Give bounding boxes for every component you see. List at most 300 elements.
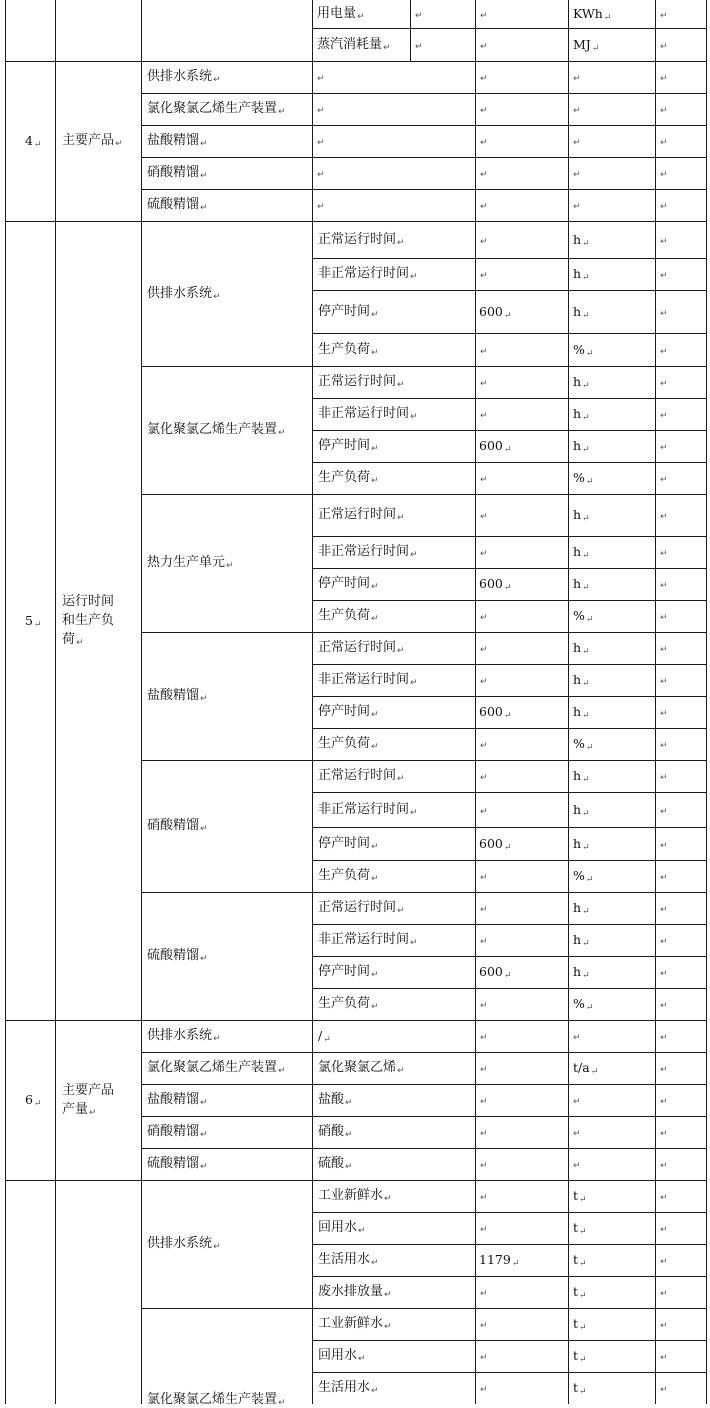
water-unit-symbol: t↵: [573, 1348, 587, 1365]
row-rule: [5, 61, 707, 62]
paragraph-mark: ↵: [480, 74, 488, 84]
row-rule: [141, 93, 707, 94]
energy-unit-label: MJ↵: [573, 37, 600, 54]
paragraph-mark: ↵: [660, 1321, 668, 1331]
paragraph-mark: ↵: [480, 271, 488, 281]
operating-unit-symbol: h↵: [573, 374, 590, 391]
paragraph-mark: ↵: [480, 512, 488, 522]
paragraph-mark: ↵: [480, 1193, 488, 1203]
paragraph-mark: ↵: [200, 1098, 208, 1108]
operating-item-label: 生产负荷↵: [318, 996, 379, 1012]
paragraph-mark: ↵: [371, 874, 379, 884]
paragraph-mark: ↵: [585, 349, 594, 359]
paragraph-mark: ↵: [480, 1001, 488, 1011]
paragraph-mark: ↵: [660, 379, 668, 389]
paragraph-mark: ↵: [480, 773, 488, 783]
paragraph-mark: ↵: [480, 170, 488, 180]
paragraph-mark: ↵: [371, 444, 379, 454]
paragraph-mark: ↵: [503, 711, 512, 721]
product-name: 氯化聚氯乙烯↵: [318, 1060, 405, 1076]
paragraph-mark: ↵: [200, 1130, 208, 1140]
paragraph-mark: ↵: [200, 954, 208, 964]
water-item-label: 工业新鲜水↵: [318, 1316, 392, 1332]
paragraph-mark: ↵: [582, 971, 590, 981]
paragraph-mark: ↵: [660, 170, 668, 180]
operating-item-label: 停产时间↵: [318, 438, 379, 454]
operating-item-label: 正常运行时间↵: [318, 507, 405, 523]
paragraph-mark: ↵: [660, 1001, 668, 1011]
operating-item-label: 生产负荷↵: [318, 470, 379, 486]
paragraph-mark: ↵: [213, 75, 221, 85]
paragraph-mark: ↵: [213, 1242, 221, 1252]
paragraph-mark: ↵: [511, 1259, 520, 1269]
paragraph-mark: ↵: [582, 381, 590, 391]
water-unit-label: 供排水系统↵: [147, 1236, 221, 1252]
paragraph-mark: ↵: [371, 310, 379, 320]
paragraph-mark: ↵: [660, 271, 668, 281]
operating-unit-symbol: h↵: [573, 802, 590, 819]
paragraph-mark: ↵: [660, 443, 668, 453]
column-rule: [475, 0, 476, 1404]
operating-unit-label: 硫酸精馏↵: [147, 948, 208, 964]
paragraph-mark: ↵: [582, 647, 590, 657]
paragraph-mark: ↵: [660, 11, 668, 21]
paragraph-mark: ↵: [660, 42, 668, 52]
row-rule: [312, 1340, 707, 1341]
paragraph-mark: ↵: [480, 1385, 488, 1395]
paragraph-mark: ↵: [480, 475, 488, 485]
paragraph-mark: ↵: [358, 1354, 366, 1364]
row-rule: [312, 664, 707, 665]
row-rule: [312, 600, 707, 601]
paragraph-mark: ↵: [660, 1257, 668, 1267]
paragraph-mark: ↵: [660, 106, 668, 116]
output-unit-label: 供排水系统↵: [147, 1028, 221, 1044]
row-rule: [141, 157, 707, 158]
paragraph-mark: ↵: [660, 512, 668, 522]
row-rule: [312, 696, 707, 697]
operating-unit-symbol: h↵: [573, 768, 590, 785]
paragraph-mark: ↵: [480, 1289, 488, 1299]
operating-unit-label: 热力生产单元↵: [147, 555, 234, 571]
section-title: 主要产品↵: [62, 133, 123, 149]
water-item-label: 生活用水↵: [318, 1252, 379, 1268]
row-rule: [312, 728, 707, 729]
energy-item-label: 用电量↵: [317, 6, 365, 22]
paragraph-mark: ↵: [480, 1097, 488, 1107]
paragraph-mark: ↵: [371, 1002, 379, 1012]
paragraph-mark: ↵: [582, 311, 590, 321]
paragraph-mark: ↵: [660, 475, 668, 485]
operating-item-label: 正常运行时间↵: [318, 900, 405, 916]
row-rule: [312, 398, 707, 399]
paragraph-mark: ↵: [323, 1035, 331, 1045]
paragraph-mark: ↵: [200, 139, 208, 149]
paragraph-mark: ↵: [660, 347, 668, 357]
paragraph-mark: ↵: [660, 549, 668, 559]
operating-unit-symbol: %↵: [573, 342, 594, 359]
paragraph-mark: ↵: [582, 809, 590, 819]
paragraph-mark: ↵: [371, 614, 379, 624]
paragraph-mark: ↵: [660, 613, 668, 623]
paragraph-mark: ↵: [384, 1194, 392, 1204]
paragraph-mark: ↵: [200, 1162, 208, 1172]
paragraph-mark: ↵: [397, 646, 405, 656]
operating-unit-symbol: %↵: [573, 996, 594, 1013]
paragraph-mark: ↵: [480, 11, 488, 21]
paragraph-mark: ↵: [660, 1385, 668, 1395]
row-rule: [141, 1084, 707, 1085]
paragraph-mark: ↵: [480, 1353, 488, 1363]
product-name: 硝酸↵: [318, 1124, 353, 1140]
paragraph-mark: ↵: [660, 709, 668, 719]
row-rule: [141, 892, 707, 893]
paragraph-mark: ↵: [480, 42, 488, 52]
row-rule: [5, 1020, 707, 1021]
paragraph-mark: ↵: [582, 939, 590, 949]
paragraph-mark: ↵: [317, 170, 325, 180]
operating-item-label: 生产负荷↵: [318, 736, 379, 752]
paragraph-mark: ↵: [278, 428, 286, 438]
paragraph-mark: ↵: [371, 710, 379, 720]
water-item-label: 回用水↵: [318, 1220, 366, 1236]
water-item-label: 废水排放量↵: [318, 1284, 392, 1300]
paragraph-mark: ↵: [317, 106, 325, 116]
paragraph-mark: ↵: [582, 445, 590, 455]
operating-item-label: 停产时间↵: [318, 704, 379, 720]
row-rule: [312, 1212, 707, 1213]
paragraph-mark: ↵: [582, 551, 590, 561]
row-rule: [141, 189, 707, 190]
output-unit-label: 硝酸精馏↵: [147, 1124, 208, 1140]
paragraph-mark: ↵: [89, 1108, 97, 1118]
column-rule: [706, 0, 707, 1404]
paragraph-mark: ↵: [397, 513, 405, 523]
section-number: 6↵: [25, 1092, 42, 1109]
paragraph-mark: ↵: [200, 694, 208, 704]
operating-unit-label: 供排水系统↵: [147, 286, 221, 302]
paragraph-mark: ↵: [579, 1227, 587, 1237]
paragraph-mark: ↵: [573, 106, 581, 116]
row-rule: [5, 221, 707, 222]
paragraph-mark: ↵: [480, 202, 488, 212]
row-rule: [312, 28, 707, 29]
product-unit-label: 氯化聚氯乙烯生产装置↵: [147, 101, 286, 117]
paragraph-mark: ↵: [410, 412, 418, 422]
operating-item-label: 生产负荷↵: [318, 608, 379, 624]
paragraph-mark: ↵: [582, 775, 590, 785]
row-rule: [312, 988, 707, 989]
paragraph-mark: ↵: [503, 311, 512, 321]
paragraph-mark: ↵: [660, 741, 668, 751]
paragraph-mark: ↵: [660, 1289, 668, 1299]
water-unit-symbol: t↵: [573, 1220, 587, 1237]
paragraph-mark: ↵: [585, 743, 594, 753]
paragraph-mark: ↵: [573, 1097, 581, 1107]
paragraph-mark: ↵: [384, 1322, 392, 1332]
paragraph-mark: ↵: [480, 1321, 488, 1331]
paragraph-mark: ↵: [345, 1098, 353, 1108]
paragraph-mark: ↵: [480, 873, 488, 883]
operating-unit-symbol: h↵: [573, 507, 590, 524]
operating-unit-symbol: h↵: [573, 438, 590, 455]
row-rule: [312, 568, 707, 569]
paragraph-mark: ↵: [503, 971, 512, 981]
column-rule: [55, 0, 56, 1404]
paragraph-mark: ↵: [480, 1065, 488, 1075]
row-rule: [312, 956, 707, 957]
row-rule: [312, 1372, 707, 1373]
operating-unit-label: 盐酸精馏↵: [147, 688, 208, 704]
paragraph-mark: ↵: [660, 937, 668, 947]
row-rule: [312, 462, 707, 463]
column-rule: [655, 0, 656, 1404]
paragraph-mark: ↵: [660, 581, 668, 591]
paragraph-mark: ↵: [660, 1097, 668, 1107]
paragraph-mark: ↵: [503, 843, 512, 853]
paragraph-mark: ↵: [33, 1099, 42, 1109]
paragraph-mark: ↵: [410, 938, 418, 948]
paragraph-mark: ↵: [603, 13, 612, 23]
paragraph-mark: ↵: [371, 1386, 379, 1396]
operating-item-label: 非正常运行时间↵: [318, 406, 418, 422]
operating-item-label: 停产时间↵: [318, 964, 379, 980]
paragraph-mark: ↵: [660, 1225, 668, 1235]
paragraph-mark: ↵: [410, 808, 418, 818]
paragraph-mark: ↵: [371, 476, 379, 486]
paragraph-mark: ↵: [200, 171, 208, 181]
row-rule: [141, 1308, 707, 1309]
paragraph-mark: ↵: [579, 1323, 587, 1333]
paragraph-mark: ↵: [582, 711, 590, 721]
paragraph-mark: ↵: [371, 842, 379, 852]
paragraph-mark: ↵: [415, 42, 423, 52]
column-rule: [410, 0, 411, 62]
paragraph-mark: ↵: [480, 549, 488, 559]
operating-unit-label: 氯化聚氯乙烯生产装置↵: [147, 422, 286, 438]
paragraph-mark: ↵: [590, 1067, 599, 1077]
output-unit-label: 氯化聚氯乙烯生产装置↵: [147, 1060, 286, 1076]
paragraph-mark: ↵: [660, 138, 668, 148]
paragraph-mark: ↵: [480, 905, 488, 915]
paragraph-mark: ↵: [480, 1161, 488, 1171]
operating-unit-symbol: h↵: [573, 304, 590, 321]
operating-unit-symbol: h↵: [573, 964, 590, 981]
paragraph-mark: ↵: [660, 969, 668, 979]
output-unit-symbol: t/a↵: [573, 1060, 599, 1077]
paragraph-mark: ↵: [317, 138, 325, 148]
row-rule: [141, 1116, 707, 1117]
operating-unit-symbol: %↵: [573, 470, 594, 487]
operating-unit-symbol: %↵: [573, 608, 594, 625]
paragraph-mark: ↵: [503, 583, 512, 593]
paragraph-mark: ↵: [371, 742, 379, 752]
paragraph-mark: ↵: [213, 1034, 221, 1044]
paragraph-mark: ↵: [371, 348, 379, 358]
stop-hours-value: 600↵: [479, 576, 512, 593]
paragraph-mark: ↵: [582, 239, 590, 249]
paragraph-mark: ↵: [660, 1065, 668, 1075]
operating-unit-symbol: h↵: [573, 900, 590, 917]
paragraph-mark: ↵: [371, 582, 379, 592]
paragraph-mark: ↵: [585, 615, 594, 625]
row-rule: [141, 125, 707, 126]
paragraph-mark: ↵: [115, 139, 123, 149]
operating-unit-label: 硝酸精馏↵: [147, 818, 208, 834]
operating-unit-symbol: h↵: [573, 544, 590, 561]
paragraph-mark: ↵: [660, 74, 668, 84]
row-rule: [141, 632, 707, 633]
operating-unit-symbol: h↵: [573, 836, 590, 853]
section-number: 5↵: [25, 613, 42, 630]
operating-unit-symbol: h↵: [573, 576, 590, 593]
water-unit-symbol: t↵: [573, 1284, 587, 1301]
row-rule: [312, 1276, 707, 1277]
row-rule: [312, 860, 707, 861]
operating-unit-symbol: h↵: [573, 266, 590, 283]
output-unit-label: 盐酸精馏↵: [147, 1092, 208, 1108]
row-rule: [312, 333, 707, 334]
operating-item-label: 非正常运行时间↵: [318, 544, 418, 560]
paragraph-mark: ↵: [480, 237, 488, 247]
paragraph-mark: ↵: [582, 843, 590, 853]
operating-item-label: 正常运行时间↵: [318, 232, 405, 248]
row-rule: [312, 290, 707, 291]
paragraph-mark: ↵: [213, 292, 221, 302]
paragraph-mark: ↵: [397, 774, 405, 784]
paragraph-mark: ↵: [200, 203, 208, 213]
product-name: 硫酸↵: [318, 1156, 353, 1172]
paragraph-mark: ↵: [582, 583, 590, 593]
paragraph-mark: ↵: [660, 1033, 668, 1043]
operating-item-label: 非正常运行时间↵: [318, 266, 418, 282]
paragraph-mark: ↵: [33, 620, 42, 630]
paragraph-mark: ↵: [579, 1195, 587, 1205]
paragraph-mark: ↵: [579, 1387, 587, 1397]
water-unit-label: 氯化聚氯乙烯生产装置↵: [147, 1392, 286, 1408]
paragraph-mark: ↵: [480, 347, 488, 357]
row-rule: [141, 1148, 707, 1149]
paragraph-mark: ↵: [480, 1129, 488, 1139]
row-rule: [312, 827, 707, 828]
paragraph-mark: ↵: [278, 1398, 286, 1408]
paragraph-mark: ↵: [480, 106, 488, 116]
energy-unit-label: KWh↵: [573, 6, 612, 23]
paragraph-mark: ↵: [660, 807, 668, 817]
row-rule: [141, 1052, 707, 1053]
row-rule: [141, 760, 707, 761]
column-rule: [568, 0, 569, 1404]
paragraph-mark: ↵: [660, 202, 668, 212]
output-unit-label: 硫酸精馏↵: [147, 1156, 208, 1172]
paragraph-mark: ↵: [480, 1225, 488, 1235]
operating-item-label: 非正常运行时间↵: [318, 802, 418, 818]
section-title: 运行时间和生产负荷↵: [62, 594, 115, 648]
operating-item-label: 停产时间↵: [318, 304, 379, 320]
column-rule: [312, 0, 313, 1404]
water-unit-symbol: t↵: [573, 1188, 587, 1205]
paragraph-mark: ↵: [345, 1162, 353, 1172]
paragraph-mark: ↵: [573, 74, 581, 84]
paragraph-mark: ↵: [585, 477, 594, 487]
paragraph-mark: ↵: [660, 905, 668, 915]
paragraph-mark: ↵: [410, 678, 418, 688]
operating-unit-symbol: h↵: [573, 640, 590, 657]
section-number: 4↵: [25, 133, 42, 150]
paragraph-mark: ↵: [573, 170, 581, 180]
paragraph-mark: ↵: [76, 638, 84, 648]
water-item-label: 回用水↵: [318, 1348, 366, 1364]
paragraph-mark: ↵: [317, 202, 325, 212]
operating-unit-symbol: %↵: [573, 736, 594, 753]
paragraph-mark: ↵: [480, 379, 488, 389]
paragraph-mark: ↵: [573, 1033, 581, 1043]
water-item-label: 工业新鲜水↵: [318, 1188, 392, 1204]
paragraph-mark: ↵: [480, 937, 488, 947]
paragraph-mark: ↵: [585, 875, 594, 885]
paragraph-mark: ↵: [480, 613, 488, 623]
product-unit-label: 硝酸精馏↵: [147, 165, 208, 181]
product-name: /↵: [318, 1028, 331, 1045]
operating-item-label: 非正常运行时间↵: [318, 932, 418, 948]
operating-unit-symbol: %↵: [573, 868, 594, 885]
stop-hours-value: 600↵: [479, 304, 512, 321]
row-rule: [312, 258, 707, 259]
paragraph-mark: ↵: [582, 514, 590, 524]
paragraph-mark: ↵: [579, 1259, 587, 1269]
operating-item-label: 正常运行时间↵: [318, 374, 405, 390]
row-rule: [5, 1180, 707, 1181]
paragraph-mark: ↵: [480, 807, 488, 817]
stop-hours-value: 600↵: [479, 964, 512, 981]
water-unit-symbol: t↵: [573, 1316, 587, 1333]
paragraph-mark: ↵: [579, 1355, 587, 1365]
paragraph-mark: ↵: [357, 12, 365, 22]
paragraph-mark: ↵: [200, 824, 208, 834]
paragraph-mark: ↵: [278, 107, 286, 117]
paragraph-mark: ↵: [397, 1066, 405, 1076]
paragraph-mark: ↵: [573, 1129, 581, 1139]
paragraph-mark: ↵: [582, 413, 590, 423]
paragraph-mark: ↵: [226, 561, 234, 571]
energy-item-label: 蒸汽消耗量↵: [317, 37, 391, 53]
operating-unit-symbol: h↵: [573, 704, 590, 721]
paragraph-mark: ↵: [660, 1161, 668, 1171]
stop-hours-value: 600↵: [479, 704, 512, 721]
paragraph-mark: ↵: [397, 238, 405, 248]
paragraph-mark: ↵: [660, 1353, 668, 1363]
operating-item-label: 生产负荷↵: [318, 868, 379, 884]
paragraph-mark: ↵: [582, 273, 590, 283]
paragraph-mark: ↵: [345, 1130, 353, 1140]
paragraph-mark: ↵: [415, 11, 423, 21]
water-unit-symbol: t↵: [573, 1252, 587, 1269]
operating-unit-symbol: h↵: [573, 932, 590, 949]
paragraph-mark: ↵: [660, 873, 668, 883]
operating-item-label: 生产负荷↵: [318, 342, 379, 358]
paragraph-mark: ↵: [660, 309, 668, 319]
row-rule: [312, 924, 707, 925]
row-rule: [312, 536, 707, 537]
paragraph-mark: ↵: [503, 445, 512, 455]
column-rule: [5, 0, 6, 1404]
paragraph-mark: ↵: [410, 550, 418, 560]
operating-item-label: 正常运行时间↵: [318, 640, 405, 656]
paragraph-mark: ↵: [660, 841, 668, 851]
operating-unit-symbol: h↵: [573, 232, 590, 249]
operating-item-label: 停产时间↵: [318, 576, 379, 592]
row-rule: [141, 366, 707, 367]
